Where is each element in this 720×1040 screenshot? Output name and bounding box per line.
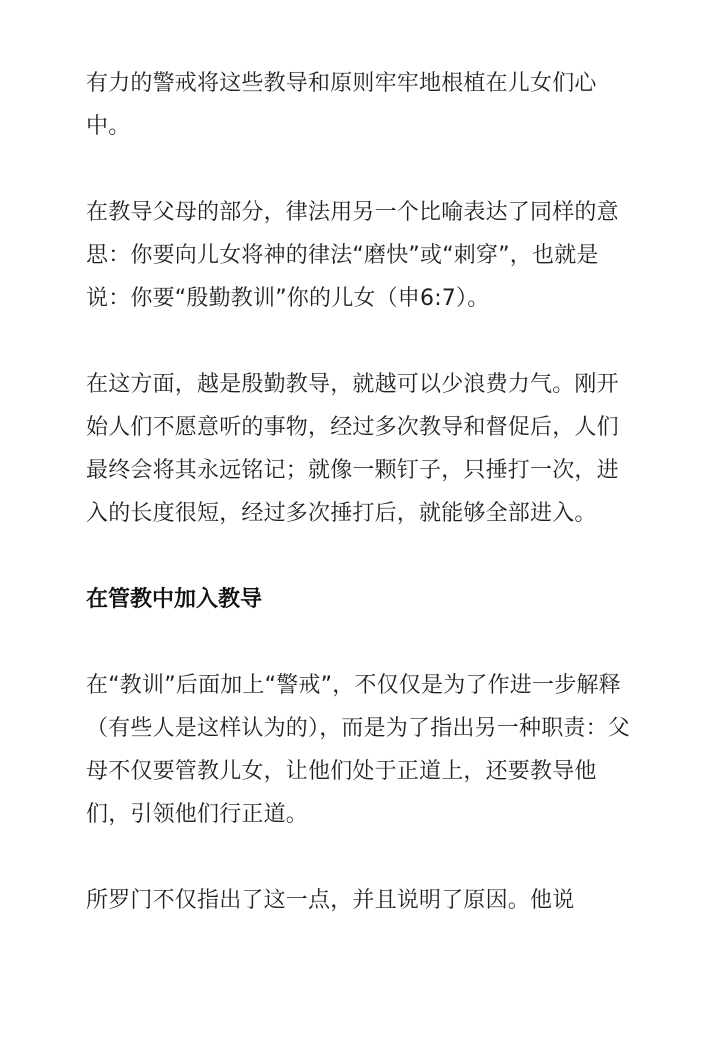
paragraph-spacer bbox=[86, 148, 634, 191]
paragraph-spacer bbox=[86, 621, 634, 664]
paragraph-spacer bbox=[86, 535, 634, 578]
paragraph-5: 所罗门不仅指出了这一点，并且说明了原因。他说 bbox=[86, 888, 575, 913]
article-body bbox=[86, 62, 634, 922]
paragraph-3: 在这方面，越是殷勤教导，就越可以少浪费力气。刚开始人们不愿意听的事物，经过多次教导和督促后，人们最终会将其永远铭记；就像一颗钉子，只捶打一次，进入的长度很短，经过多次捶打后，就能够全部进入。 bbox=[86, 372, 619, 526]
paragraph-spacer bbox=[86, 836, 634, 879]
section-heading: 在管教中加入教导 bbox=[86, 587, 263, 612]
paragraph-spacer bbox=[86, 320, 634, 363]
paragraph-1: 有力的警戒将这些教导和原则牢牢地根植在儿女们心中。 bbox=[86, 71, 597, 139]
paragraph-4: 在“教训”后面加上“警戒”，不仅仅是为了作进一步解释（有些人是这样认为的），而是为了指出另一种职责：父母不仅要管教儿女，让他们处于正道上，还要教导他们，引领他们行正道。 bbox=[86, 673, 631, 827]
paragraph-2: 在教导父母的部分，律法用另一个比喻表达了同样的意思：你要向儿女将神的律法“磨快”或“刺穿”，也就是说：你要“殷勤教训”你的儿女（申6:7）。 bbox=[86, 200, 619, 311]
